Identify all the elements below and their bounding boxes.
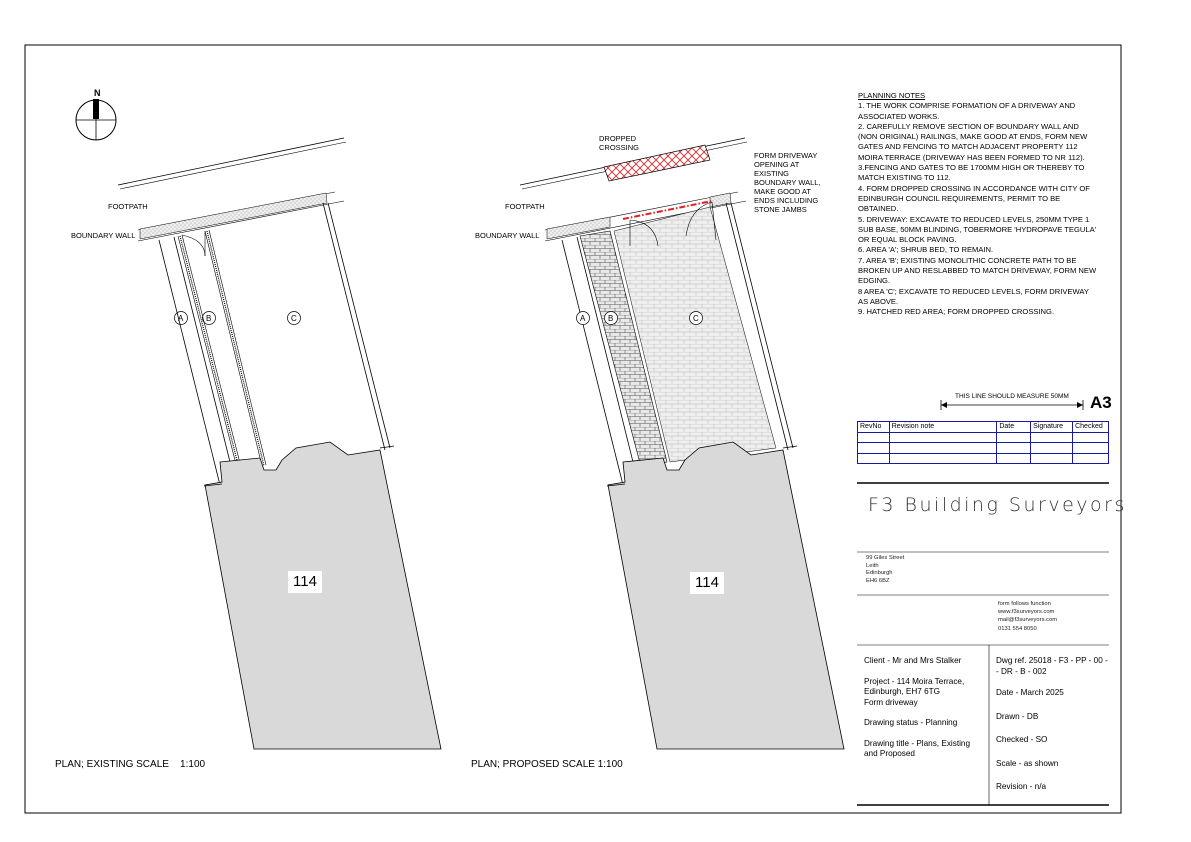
plan-proposed-drawing <box>520 138 844 749</box>
project-field: Project - 114 Moira Terrace, Edinburgh, EH7 6TG Form driveway <box>864 676 965 707</box>
boundary-wall-label-existing: BOUNDARY WALL <box>71 231 136 240</box>
col-revision-note: Revision note <box>889 422 997 433</box>
north-arrow-icon <box>76 99 116 140</box>
drawn-field: Drawn - DB <box>996 711 1039 721</box>
table-row <box>858 453 1109 464</box>
area-c-label-proposed: C <box>693 314 699 323</box>
col-signature: Signature <box>1031 422 1073 433</box>
date-field: Date - March 2025 <box>996 688 1064 697</box>
contact-line: 0131 554 8050 <box>998 625 1037 632</box>
planning-note: 6. AREA 'A'; SHRUB BED, TO REMAIN. <box>858 245 994 255</box>
col-revno: RevNo <box>858 422 890 433</box>
house-number-existing: 114 <box>288 571 322 593</box>
plan-existing-drawing <box>118 138 441 749</box>
firm-address <box>866 555 904 585</box>
contact-line: www.f3surveyors.com <box>998 609 1055 616</box>
drawing-status-field: Drawing status - Planning <box>864 718 958 727</box>
revision-table <box>857 421 1109 464</box>
area-b-label-proposed: B <box>608 314 614 323</box>
address-line: 99 Giles Street <box>866 555 905 561</box>
sheet-size-label: A3 <box>1090 393 1112 412</box>
planning-note: 5. DRIVEWAY: EXCAVATE TO REDUCED LEVELS, 250MM TYPE 1 SUB BASE, 50MM BLINDING, TOBERMORE 'HYDROPAVE TEGULA' OR EQUAL BLOCK PAVING. <box>858 214 1097 245</box>
area-c-label-existing: C <box>291 314 297 323</box>
house-number-proposed: 114 <box>690 572 724 594</box>
firm-name: F3 Building Surveyors <box>868 494 1127 516</box>
planning-note: 7. AREA 'B'; EXISTING MONOLITHIC CONCRETE PATH TO BE BROKEN UP AND RESLABBED TO MATCH DRIVEWAY, FORM NEW EDGING. <box>858 255 1097 286</box>
title-block-left <box>864 656 982 760</box>
planning-note: 2. CAREFULLY REMOVE SECTION OF BOUNDARY WALL AND (NON ORIGINAL) RAILINGS, MAKE GOOD AT ENDS, FORM NEW GATES AND FENCING TO MATCH ADJACENT PROPERTY 112 MOIRA TERRACE (DRIVEWAY HAS BEEN FORMED TO NR 112). <box>858 121 1088 162</box>
planning-note: 9. HATCHED RED AREA; FORM DROPPED CROSSING. <box>858 307 1055 317</box>
contact-line: mail@f3surveyors.com <box>998 617 1058 624</box>
driveway-opening-label: FORM DRIVEWAY OPENING AT EXISTING BOUNDARY WALL, MAKE GOOD AT ENDS INCLUDING STONE JAMBS <box>754 151 821 214</box>
address-line: Leith <box>866 562 879 569</box>
title-block-right <box>996 656 1108 793</box>
planning-note: 8 AREA 'C'; EXCAVATE TO REDUCED LEVELS, FORM DRIVEWAY AS ABOVE. <box>858 286 1089 306</box>
address-line: Edinburgh <box>866 570 893 577</box>
footpath-label-existing: FOOTPATH <box>108 202 148 211</box>
caption-existing: PLAN; EXISTING SCALE 1:100 <box>55 759 206 770</box>
north-label: N <box>94 88 101 98</box>
client-field: Client - Mr and Mrs Stalker <box>864 656 962 665</box>
dwg-ref-field: Dwg ref. 25018 - F3 - PP - 00 - - DR - B - 002 <box>996 656 1108 676</box>
col-checked: Checked <box>1073 422 1109 433</box>
col-date: Date <box>997 422 1031 433</box>
contact-line: form follows function <box>998 601 1051 607</box>
area-a-label-proposed: A <box>580 314 586 323</box>
firm-contact <box>998 600 1057 633</box>
dropped-crossing-label: DROPPED CROSSING <box>599 134 640 152</box>
area-b-label-existing: B <box>206 314 212 323</box>
caption-proposed: PLAN; PROPOSED SCALE 1:100 <box>471 759 623 770</box>
boundary-wall-label-proposed: BOUNDARY WALL <box>475 231 540 240</box>
planning-notes-heading: PLANNING NOTES <box>858 91 926 100</box>
scale-field: Scale - as shown <box>996 758 1059 768</box>
scale-check-text: THIS LINE SHOULD MEASURE 50MM <box>955 393 1069 400</box>
table-row <box>858 443 1109 454</box>
checked-field: Checked - SO <box>996 735 1048 744</box>
revision-field: Revision - n/a <box>996 782 1047 791</box>
area-a-label-existing: A <box>178 314 184 323</box>
table-row <box>858 432 1109 443</box>
planning-notes <box>858 91 1098 318</box>
address-line: EH6 6BZ <box>866 577 890 584</box>
drawing-title-field: Drawing title - Plans, Existing and Proposed <box>864 738 971 758</box>
footpath-label-proposed: FOOTPATH <box>505 202 545 211</box>
planning-note: 3.FENCING AND GATES TO BE 1700MM HIGH OR THEREBY TO MATCH EXISTING TO 112. <box>858 163 1085 183</box>
planning-note: 1. THE WORK COMPRISE FORMATION OF A DRIVEWAY AND ASSOCIATED WORKS. <box>858 101 1076 121</box>
revision-table-header <box>858 422 1109 433</box>
scale-check-line <box>941 400 1083 410</box>
planning-note: 4. FORM DROPPED CROSSING IN ACCORDANCE WITH CITY OF EDINBURGH COUNCIL REQUIREMENTS, PERMIT TO BE OBTAINED. <box>858 183 1090 214</box>
